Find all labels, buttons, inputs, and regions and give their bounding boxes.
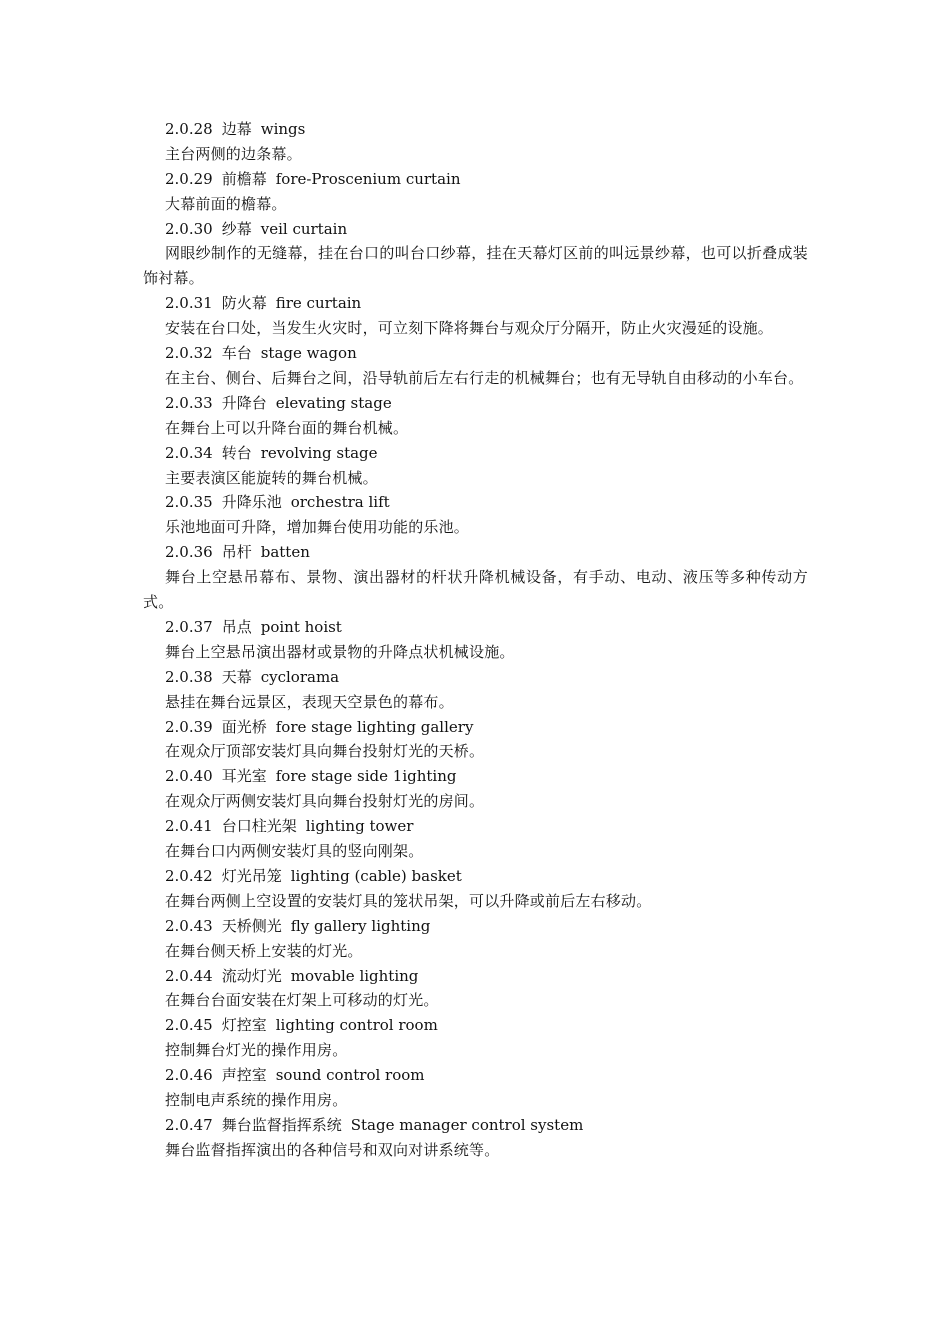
term-english: veil curtain xyxy=(260,219,348,238)
term-number: 2.0.35 xyxy=(165,493,213,512)
glossary-entry xyxy=(143,914,808,964)
term-english: wings xyxy=(260,120,306,138)
term-number: 2.0.38 xyxy=(165,667,213,686)
term-heading xyxy=(143,615,808,640)
term-chinese: 台口柱光架 xyxy=(221,817,297,836)
term-number: 2.0.42 xyxy=(165,866,213,885)
term-number: 2.0.29 xyxy=(165,169,213,188)
term-heading xyxy=(143,490,808,515)
term-heading xyxy=(143,715,808,740)
glossary-entry xyxy=(143,665,808,715)
term-english: fore stage side 1ighting xyxy=(275,767,457,786)
term-definition: 在主台、侧台、后舞台之间，沿导轨前后左右行走的机械舞台；也有无导轨自由移动的小车台。 xyxy=(165,368,804,387)
term-number: 2.0.41 xyxy=(165,817,213,836)
term-definition: 安装在台口处，当发生火灾时，可立刻下降将舞台与观众厅分隔开，防止火灾漫延的设施。 xyxy=(165,319,774,338)
term-heading xyxy=(143,167,808,192)
term-definition: 在舞台两侧上空设置的安装灯具的笼状吊架，可以升降或前后左右移动。 xyxy=(165,891,652,910)
term-definition: 主台两侧的边条幕。 xyxy=(165,144,302,163)
term-definition: 在观众厅两侧安装灯具向舞台投射灯光的房间。 xyxy=(165,792,485,811)
term-english: fly gallery lighting xyxy=(290,916,431,935)
term-english: batten xyxy=(260,543,310,562)
term-english: point hoist xyxy=(260,617,342,636)
term-number: 2.0.36 xyxy=(165,543,213,562)
term-english: sound control room xyxy=(275,1066,425,1085)
glossary-entry xyxy=(143,864,808,914)
term-heading xyxy=(143,117,808,142)
glossary-content xyxy=(143,117,808,1163)
term-number: 2.0.47 xyxy=(165,1115,213,1134)
term-heading xyxy=(143,964,808,989)
term-english: fore stage lighting gallery xyxy=(275,717,474,736)
term-definition: 在舞台侧天桥上安装的灯光。 xyxy=(165,941,363,960)
term-definition: 网眼纱制作的无缝幕，挂在台口的叫台口纱幕，挂在天幕灯区前的叫远景纱幕，也可以折叠成装饰衬幕。 xyxy=(143,244,808,288)
term-number: 2.0.40 xyxy=(165,767,213,786)
term-chinese: 耳光室 xyxy=(221,767,267,786)
term-chinese: 转台 xyxy=(221,443,252,462)
glossary-entry xyxy=(143,814,808,864)
term-chinese: 前檐幕 xyxy=(221,169,267,188)
term-heading xyxy=(143,914,808,939)
term-number: 2.0.37 xyxy=(165,617,213,636)
term-definition: 主要表演区能旋转的舞台机械。 xyxy=(165,468,378,487)
term-english: cyclorama xyxy=(260,667,340,686)
glossary-entry xyxy=(143,1013,808,1063)
term-number: 2.0.32 xyxy=(165,344,213,363)
term-english: lighting control room xyxy=(275,1016,438,1035)
glossary-entry xyxy=(143,1063,808,1113)
glossary-entry xyxy=(143,540,808,615)
term-definition: 舞台上空悬吊幕布、景物、演出器材的杆状升降机械设备，有手动、电动、液压等多种传动方式。 xyxy=(143,568,808,612)
term-chinese: 吊点 xyxy=(221,617,252,636)
term-chinese: 升降台 xyxy=(221,393,267,412)
term-heading xyxy=(143,1063,808,1088)
term-chinese: 边幕 xyxy=(221,120,252,138)
term-heading xyxy=(143,441,808,466)
term-definition: 在舞台上可以升降台面的舞台机械。 xyxy=(165,418,409,437)
term-heading xyxy=(143,814,808,839)
term-chinese: 面光桥 xyxy=(221,717,267,736)
glossary-entry xyxy=(143,441,808,491)
term-heading xyxy=(143,764,808,789)
term-english: lighting (cable) basket xyxy=(290,866,462,885)
term-number: 2.0.45 xyxy=(165,1016,213,1035)
term-chinese: 车台 xyxy=(221,344,252,363)
term-number: 2.0.39 xyxy=(165,717,213,736)
term-chinese: 天桥侧光 xyxy=(221,916,282,935)
term-chinese: 声控室 xyxy=(221,1066,267,1085)
glossary-entry xyxy=(143,117,808,167)
term-english: Stage manager control system xyxy=(350,1115,584,1134)
term-chinese: 舞台监督指挥系统 xyxy=(221,1115,342,1134)
term-number: 2.0.44 xyxy=(165,966,213,985)
term-chinese: 纱幕 xyxy=(221,219,252,238)
glossary-entry xyxy=(143,1113,808,1163)
term-heading xyxy=(143,217,808,242)
term-english: orchestra lift xyxy=(290,493,390,512)
term-definition: 乐池地面可升降，增加舞台使用功能的乐池。 xyxy=(165,518,470,537)
glossary-entry xyxy=(143,391,808,441)
term-heading xyxy=(143,391,808,416)
glossary-entry xyxy=(143,490,808,540)
term-english: revolving stage xyxy=(260,443,378,462)
term-definition: 大幕前面的檐幕。 xyxy=(165,194,287,213)
term-english: elevating stage xyxy=(275,393,392,412)
glossary-entry xyxy=(143,291,808,341)
term-heading xyxy=(143,1113,808,1138)
term-english: fire curtain xyxy=(275,294,362,313)
term-definition: 舞台监督指挥演出的各种信号和双向对讲系统等。 xyxy=(165,1140,500,1159)
term-english: lighting tower xyxy=(305,817,414,836)
term-chinese: 灯控室 xyxy=(221,1016,267,1035)
glossary-entry xyxy=(143,715,808,765)
glossary-entry xyxy=(143,764,808,814)
glossary-entry xyxy=(143,615,808,665)
term-definition: 舞台上空悬吊演出器材或景物的升降点状机械设施。 xyxy=(165,642,515,661)
term-definition: 在舞台口内两侧安装灯具的竖向刚架。 xyxy=(165,842,424,861)
term-chinese: 防火幕 xyxy=(221,294,267,313)
glossary-entry xyxy=(143,167,808,217)
term-heading xyxy=(143,665,808,690)
term-number: 2.0.33 xyxy=(165,393,213,412)
term-chinese: 灯光吊笼 xyxy=(221,866,282,885)
term-chinese: 吊杆 xyxy=(221,543,252,562)
term-english: movable lighting xyxy=(290,966,419,985)
term-number: 2.0.34 xyxy=(165,443,213,462)
term-heading xyxy=(143,864,808,889)
term-number: 2.0.46 xyxy=(165,1066,213,1085)
term-number: 2.0.31 xyxy=(165,294,213,313)
term-heading xyxy=(143,341,808,366)
term-definition: 悬挂在舞台远景区，表现天空景色的幕布。 xyxy=(165,692,454,711)
term-definition: 在观众厅顶部安装灯具向舞台投射灯光的天桥。 xyxy=(165,742,485,761)
term-heading xyxy=(143,540,808,565)
term-chinese: 升降乐池 xyxy=(221,493,282,512)
term-number: 2.0.43 xyxy=(165,916,213,935)
glossary-entry xyxy=(143,964,808,1014)
term-definition: 在舞台台面安装在灯架上可移动的灯光。 xyxy=(165,991,439,1010)
term-english: stage wagon xyxy=(260,344,357,363)
term-number: 2.0.28 xyxy=(165,120,213,138)
term-definition: 控制电声系统的操作用房。 xyxy=(165,1091,348,1110)
term-number: 2.0.30 xyxy=(165,219,213,238)
term-chinese: 天幕 xyxy=(221,667,252,686)
term-chinese: 流动灯光 xyxy=(221,966,282,985)
term-definition: 控制舞台灯光的操作用房。 xyxy=(165,1041,348,1060)
term-english: fore-Proscenium curtain xyxy=(275,169,461,188)
term-heading xyxy=(143,1013,808,1038)
glossary-entry xyxy=(143,341,808,391)
term-heading xyxy=(143,291,808,316)
glossary-entry xyxy=(143,217,808,292)
